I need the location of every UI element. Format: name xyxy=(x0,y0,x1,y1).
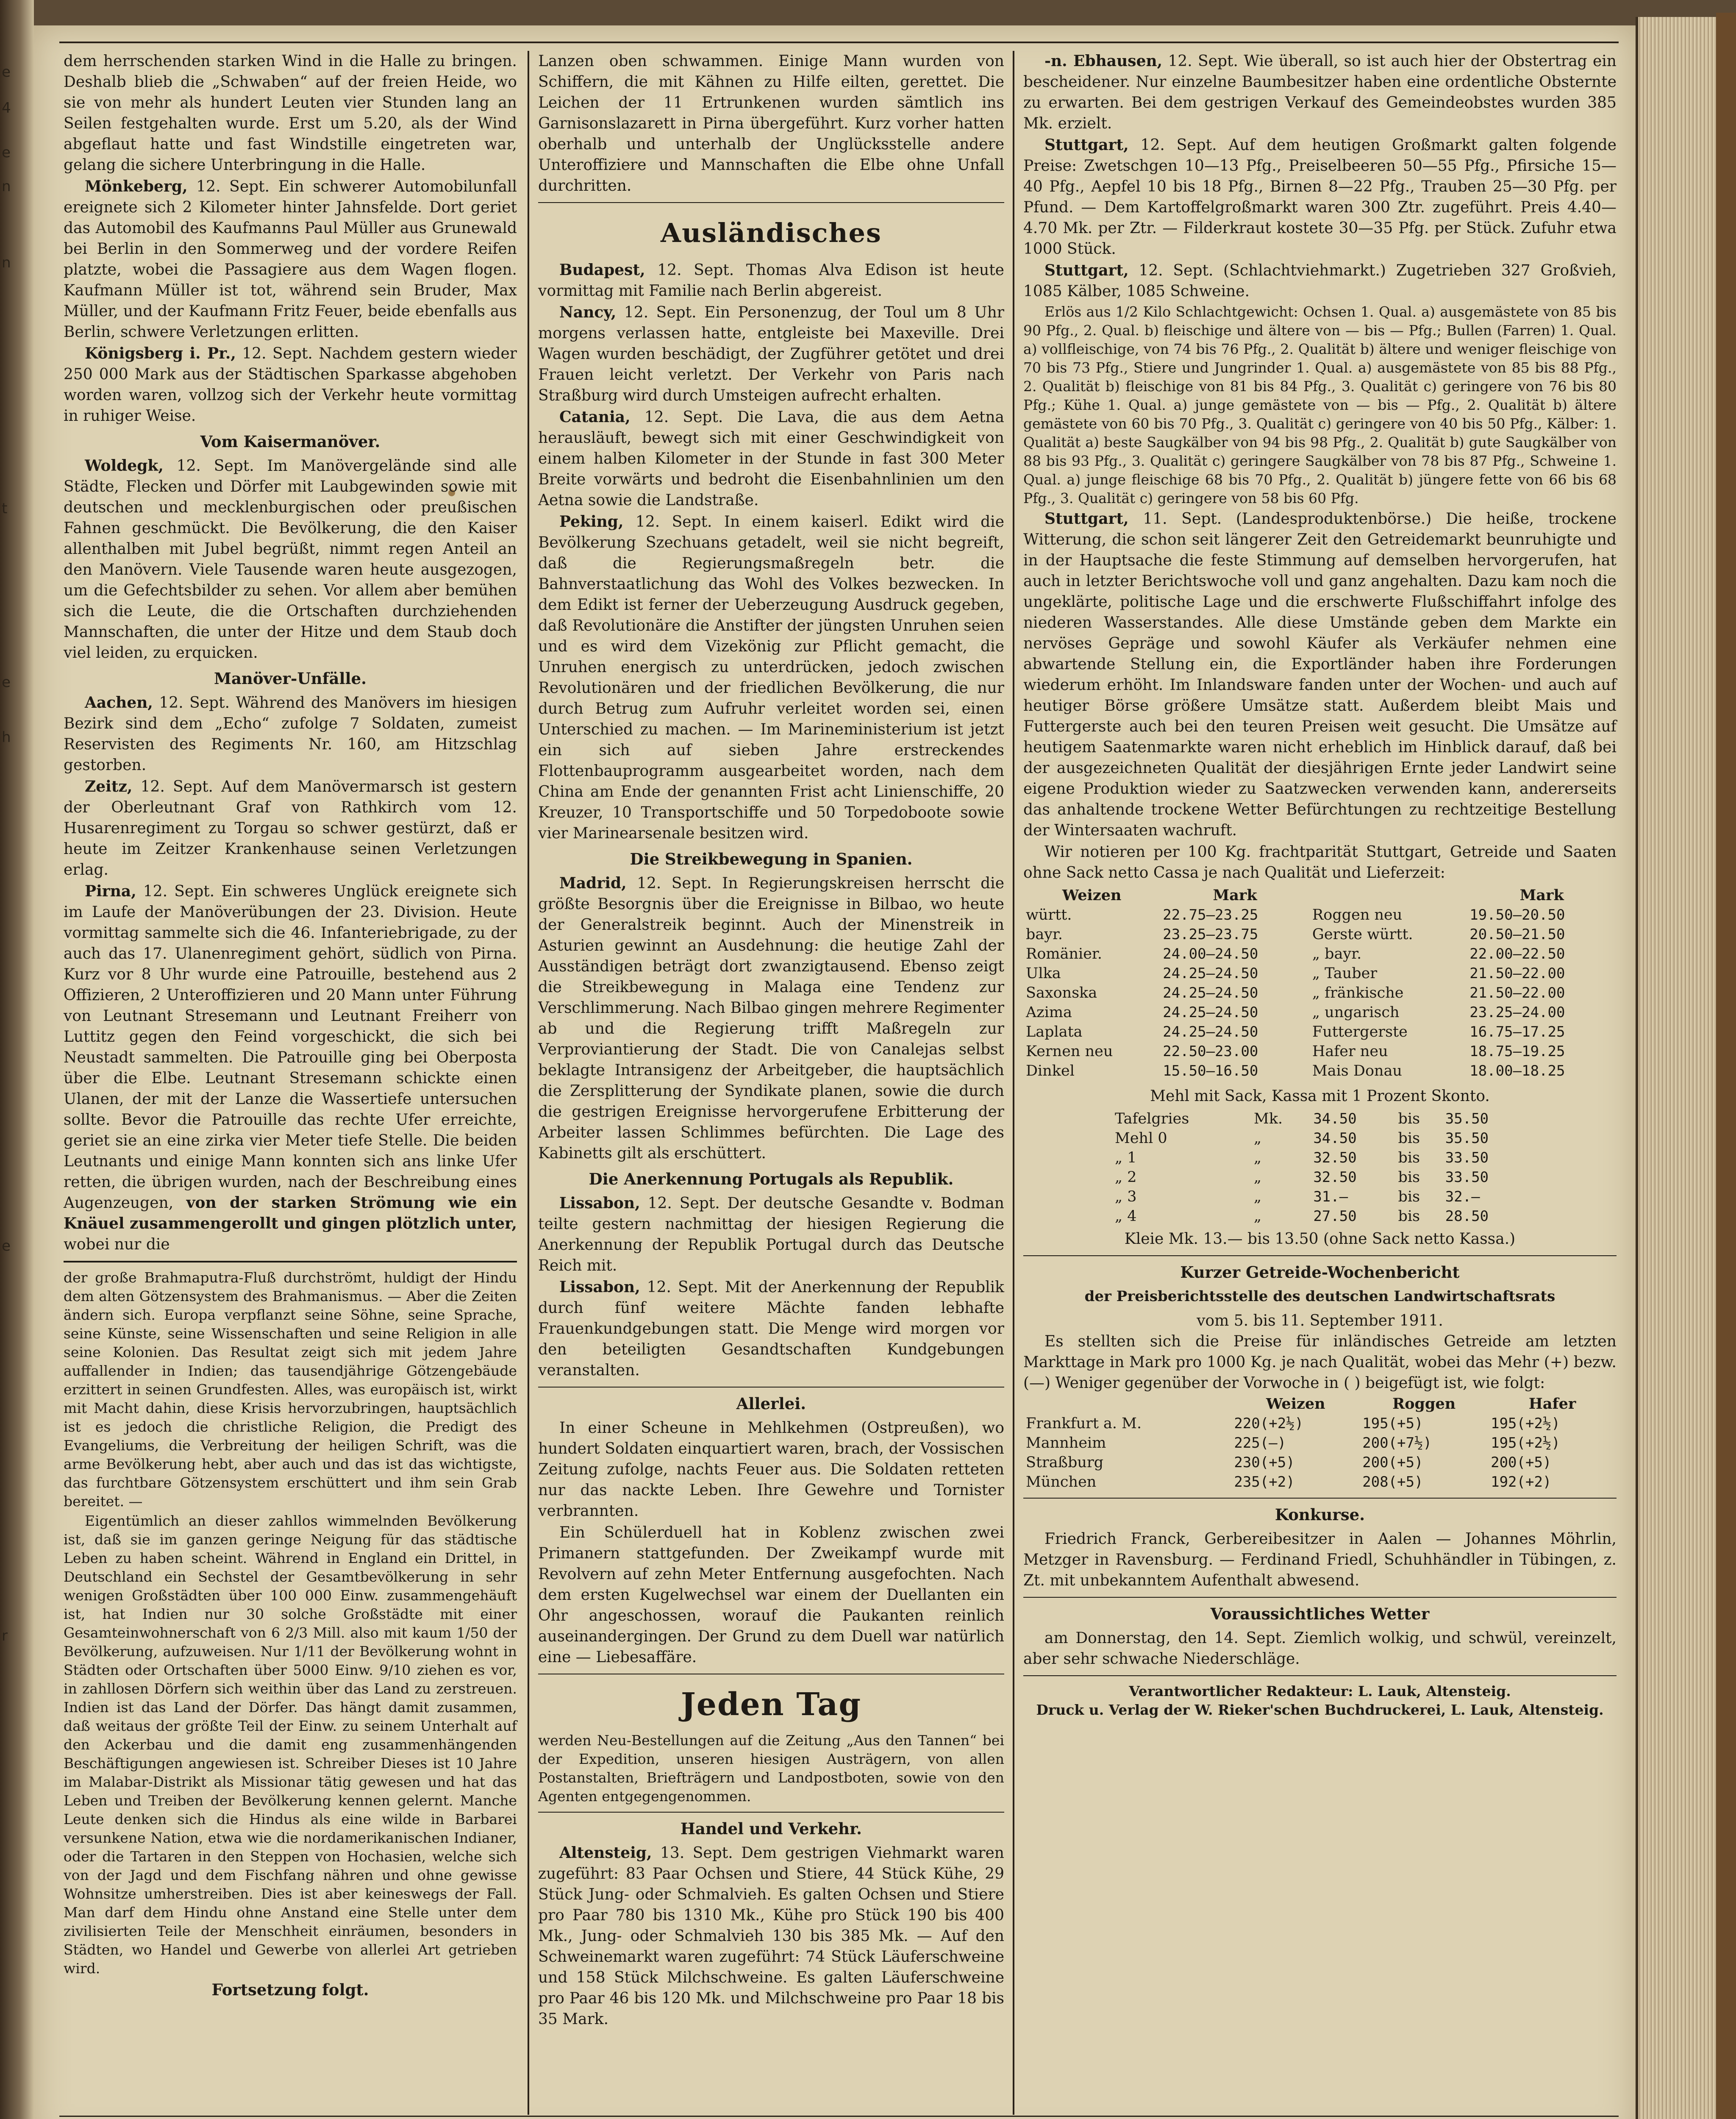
article-text: 12. Sept. Ein schwerer Automobilunfall ereignete sich 2 Kilometer hinter Jahnsfelde. Dort geriet das Automobil des Kaufmanns Paul Müller aus Grunewald bei Berlin in den Sommerweg und der vordere Reifen platzte, wobei die Passagiere aus dem Wagen flogen. Kaufmann Müller ist tot, während sein Bruder, Max Müller, und der Kaufmann Fritz Feuer, beide ebenfalls aus Berlin, schwere Verletzungen erlitten. xyxy=(64,178,517,341)
table-cell: „ xyxy=(1253,1208,1262,1225)
table-cell: 32.— xyxy=(1445,1188,1480,1205)
table-body xyxy=(1023,1414,1617,1492)
table-cell: 24.25—24.50 xyxy=(1163,965,1258,982)
table-cell: 24.00—24.50 xyxy=(1163,945,1258,962)
table-cell: Straßburg xyxy=(1026,1454,1104,1471)
margin-char: e xyxy=(2,1237,11,1254)
table-cell: „ 2 xyxy=(1115,1169,1137,1186)
book-page-edges xyxy=(1636,17,1719,2119)
table-cell: 24.25—24.50 xyxy=(1163,1023,1258,1040)
flour-price-table xyxy=(1112,1109,1528,1226)
dateline: Altensteig, xyxy=(559,1844,652,1862)
table-cell: 230(+5) xyxy=(1234,1454,1295,1471)
article-madrid xyxy=(538,873,1004,1164)
top-rule xyxy=(59,42,1619,43)
section-rule xyxy=(538,202,1004,203)
advert-text: werden Neu-Bestellungen auf die Zeitung „Aus den Tannen“ bei der Expedition, unseren hiesigen Austrägern, von allen Postanstalten, Briefträgern und Landpostboten, sowie von den Agenten entgegengenommen. xyxy=(538,1732,1004,1805)
table-cell: 22.75—23.25 xyxy=(1163,907,1258,923)
table-row xyxy=(1023,1414,1617,1433)
article-woldegk xyxy=(64,456,517,663)
column-divider xyxy=(1013,51,1014,2115)
article-text: 13. Sept. Dem gestrigen Viehmarkt waren zugeführt: 83 Paar Ochsen und Stiere, 44 Stück Kühe, 29 Stück Jung- oder Schmalvieh. Es galten Ochsen und Stiere pro Paar 780 bis 1310 Mk., Kühe pro Stück 190 bis 400 Mk., Jung- oder Schmalvieh 130 bis 385 Mk. — Auf den Schweinemarkt waren zugeführt: 74 Stück Läuferschweine und 158 Stück Milchschweine. Es galten Läuferschweine pro Paar 46 bis 120 Mk. und Milchschweine pro Paar 18 bis 35 Mark. xyxy=(538,1844,1004,2028)
table-row xyxy=(1112,1129,1528,1148)
article-pirna xyxy=(64,881,517,1255)
article-text: 12. Sept. In Regierungskreisen herrscht die größte Besorgnis über die Ereignisse in Bilbao, wo heute der Generalstreik beginnt. Auch der Minenstreik in Asturien gewinnt an Ausdehnung: die heutige Zahl der Ausständigen beträgt dort zwanzigtausend. Ebenso zeigt die Streikbewegung in Malaga eine Tendenz zur Verschlimmerung. Nach Bilbao gingen mehrere Regimenter ab und die Regierung trifft Maßregeln zur Verproviantierung der Stadt. Die von Canalejas selbst beklagte Intransigenz der Arbeitgeber, die hauptsächlich die Zersplitterung der Syndikate planen, sowie die durch die gestrigen Ereignisse hervorgerufene Erbitterung der Arbeiter lassen Schlimmes befürchten. Die Lage des Kabinetts gilt als erschüttert. xyxy=(538,875,1004,1162)
table-header-row xyxy=(1023,886,1617,905)
notieren-text: Wir notieren per 100 Kg. frachtparität Stuttgart, Getreide und Saaten ohne Sack netto Cassa je nach Qualität und Lieferzeit: xyxy=(1023,843,1617,882)
table-header-row xyxy=(1023,1394,1617,1414)
table-cell: 34.50 xyxy=(1313,1110,1357,1127)
section-heading: Handel und Verkehr. xyxy=(680,1819,862,1838)
table-cell: bis xyxy=(1398,1169,1420,1186)
konkurse-text: Friedrich Franck, Gerbereibesitzer in Aalen — Johannes Möhrlin, Metzger in Ravensburg. — Ferdinand Friedl, Schuhhändler in Tübingen, z. Zt. mit unbekanntem Aufenthalt abwesend. xyxy=(1023,1530,1617,1589)
table-cell: bayr. xyxy=(1026,926,1063,943)
margin-char: n xyxy=(2,254,11,271)
table-cell: bis xyxy=(1398,1130,1420,1147)
article-altensteig xyxy=(538,1843,1004,2030)
feuilleton-text: der große Brahmaputra-Fluß durchströmt, huldigt der Hindu dem alten Götzensystem des Brahmanismus. — Aber die Zeiten ändern sich. Europa verpflanzt seine Söhne, seine Sprache, seine Künste, seine Wissenschaften und seine Religion in alle seine Kolonien. Das Resultat zeigt sich mit jedem Jahre auffallender in Indien; das tausendjährige Götzengebäude erzittert in seinen Grundfesten. Alles, was europäisch ist, wirkt mit Macht dahin, diese Krisis hervorzubringen, hauptsächlich ist es jedoch die christliche Religion, die Predigt des Evangeliums, die Verbreitung der heiligen Schrift, was die arme Bevölkerung hebt, aber auch und das ist das wichtigste, das furchtbare Götzensystem erschüttert und ihm sein Grab bereitet. — xyxy=(64,1269,517,1510)
table-row xyxy=(1112,1168,1528,1187)
article-lissabon xyxy=(538,1277,1004,1381)
table-row xyxy=(1023,964,1617,983)
book-cover-edge xyxy=(1716,13,1736,2119)
table-cell: 32.50 xyxy=(1313,1169,1357,1186)
table-cell: Tafelgries xyxy=(1115,1110,1189,1127)
margin-char: e xyxy=(2,64,11,81)
table-cell: 22.50—23.00 xyxy=(1163,1043,1258,1060)
table-cell: „ Tauber xyxy=(1312,965,1378,982)
table-body xyxy=(1112,1109,1528,1226)
dateline: Budapest, xyxy=(559,261,645,279)
table-cell: Mannheim xyxy=(1026,1435,1106,1452)
section-heading: Voraussichtliches Wetter xyxy=(1210,1605,1430,1623)
article-nancy xyxy=(538,302,1004,406)
table-cell: „ ungarisch xyxy=(1312,1004,1400,1021)
margin-char: h xyxy=(2,729,11,746)
table-cell: 18.00—18.25 xyxy=(1469,1062,1565,1079)
left-binding-edge xyxy=(0,0,34,2119)
article-peking xyxy=(538,512,1004,844)
table-cell: bis xyxy=(1398,1208,1420,1225)
table-header xyxy=(1310,886,1467,905)
table-cell: 195(+2½) xyxy=(1491,1435,1560,1452)
table-cell: 24.25—24.50 xyxy=(1163,1004,1258,1021)
margin-char: n xyxy=(2,178,11,195)
article-text: 12. Sept. Im Manövergelände sind alle Städte, Flecken und Dörfer mit Laubgewinden sowie mit deutschen und mecklenburgischen oder preußischen Fahnen geschmückt. Die Bevölkerung, die den Kaiser allenthalben mit Jubel begrüßt, nimmt regen Anteil an den Manövern. Viele Tausende waren heute ausgezogen, um die Gefechtsbilder zu sehen. Vor allem aber bemühen sich die Leute, die die Ortschaften durchziehenden Mannschaften, die unter der Hitze und dem Staub doch viel leiden, zu erquicken. xyxy=(64,457,517,662)
table-header: Roggen xyxy=(1392,1395,1456,1413)
section-heading-auslaendisches: Ausländisches xyxy=(661,217,882,248)
article-koenigsberg xyxy=(64,343,517,426)
table-cell: bis xyxy=(1398,1188,1420,1205)
table-row xyxy=(1023,1003,1617,1022)
section-rule xyxy=(1023,1255,1617,1256)
table-cell: bis xyxy=(1398,1149,1420,1166)
margin-char: e xyxy=(2,144,11,161)
dateline: Lissabon, xyxy=(559,1194,640,1212)
table-header: Weizen xyxy=(1266,1395,1325,1413)
table-row xyxy=(1023,983,1617,1003)
section-rule xyxy=(538,1387,1004,1388)
table-row xyxy=(1023,1042,1617,1061)
section-rule xyxy=(1023,1597,1617,1598)
dateline: Pirna, xyxy=(85,882,136,900)
kleie-price: Kleie Mk. 13.— bis 13.50 (ohne Sack netto Kassa.) xyxy=(1124,1230,1516,1248)
section-heading: Konkurse. xyxy=(1275,1505,1365,1524)
article-text: 12. Sept. Auf dem Manövermarsch ist gestern der Oberleutnant Graf von Rathkirch vom 12. Husarenregiment zu Torgau so schwer gestürzt, daß er heute im Zeitzer Krankenhause seinen Verletzungen erlag. xyxy=(64,778,517,879)
section-heading: Allerlei. xyxy=(736,1394,806,1413)
article-zeitz xyxy=(64,776,517,880)
table-cell: Saxonska xyxy=(1026,984,1097,1001)
table-header: Hafer xyxy=(1528,1395,1576,1413)
table-header xyxy=(1023,1394,1231,1414)
table-header: Mark xyxy=(1213,887,1257,904)
article-budapest xyxy=(538,260,1004,301)
dateline: Peking, xyxy=(559,513,624,531)
table-cell: 192(+2) xyxy=(1491,1474,1552,1491)
article-text: 11. Sept. (Landesproduktenbörse.) Die heiße, trockene Witterung, die schon seit längerer Zeit den Getreidemarkt beunruhigte und in der Hauptsache die feste Stimmung auf demselben hervorgerufen, hat auch in letzter Berichtswoche voll und ganz angehalten. Dazu kam noch die ungeklärte, politische Lage und die erschwerte Flußschiffahrt infolge des niederen Wasserstandes. Alle diese Umstände geben dem Markte ein nervöses Gepräge und sowohl Käufer als Verkäufer nehmen eine abwartende Stellung ein, die Exportländer haben ihre Forderungen wiederum erhöht. Im Inlandsware fanden unter der Wochen- und auch auf heutiger Börse größere Umsätze statt. Außerdem bleibt Mais und Futtergerste auch bei den teuren Preisen weit gesucht. Die Umsätze auf heutigem Saatenmarkte waren nicht erheblich im Hinblick darauf, daß bei der ausgezeichneten Qualität der diesjährigen Ernte jeder Landwirt seine eigene Produktion wieder zu Saatzwecken verwenden kann, andererseits das anhaltende trockene Wetter Befürchtungen zu rechtzeitige Bestellung der Wintersaaten wachruft. xyxy=(1023,510,1617,839)
section-rule xyxy=(1023,1498,1617,1499)
table-cell: 35.50 xyxy=(1445,1110,1489,1127)
table-cell: Kernen neu xyxy=(1026,1043,1113,1060)
table-cell: 20.50—21.50 xyxy=(1469,926,1565,943)
article-text: 12. Sept. Ein Personenzug, der Toul um 8 Uhr morgens verlassen hatte, entgleiste bei Maxeville. Drei Wagen wurden beschädigt, der Zugführer getötet und drei Frauen leicht verletzt. Der Verkehr von Paris nach Straßburg wird durch Umsteigen aufrecht erhalten. xyxy=(538,304,1004,404)
table-row xyxy=(1023,1433,1617,1453)
table-cell: 208(+5) xyxy=(1362,1474,1423,1491)
dateline: Stuttgart, xyxy=(1044,136,1129,154)
article-stuttgart-boerse xyxy=(1023,509,1617,841)
table-body xyxy=(1023,905,1617,1081)
table-cell: 200(+7½) xyxy=(1362,1435,1432,1452)
table-cell: 31.— xyxy=(1313,1188,1348,1205)
table-cell: „ xyxy=(1253,1149,1262,1166)
table-cell: Hafer neu xyxy=(1312,1043,1388,1060)
table-row xyxy=(1112,1109,1528,1129)
table-cell: 22.00—22.50 xyxy=(1469,945,1565,962)
section-rule xyxy=(1023,1675,1617,1676)
dateline: Zeitz, xyxy=(85,778,133,795)
table-cell: 21.50—22.00 xyxy=(1469,984,1565,1001)
table-cell: bis xyxy=(1398,1110,1420,1127)
dateline: -n. Ebhausen, xyxy=(1044,52,1163,70)
table-row xyxy=(1112,1187,1528,1207)
table-header: Mark xyxy=(1519,887,1564,904)
table-cell: 32.50 xyxy=(1313,1149,1357,1166)
advert-heading: Jeden Tag xyxy=(681,1686,862,1723)
margin-char: e xyxy=(2,674,11,691)
margin-char: t xyxy=(2,500,8,517)
article-text: 12. Sept. Wie überall, so ist auch hier der Obstertrag ein bescheidener. Nur einzelne Baumbesitzer haben eine ordentliche Obsternte zu erwarten. Bei dem gestrigen Verkauf des Gemeindeobstes wurden 385 Mk. erzielt. xyxy=(1023,53,1617,132)
table-cell: 200(+5) xyxy=(1362,1454,1423,1471)
dateline: Aachen, xyxy=(85,694,153,712)
dateline: Nancy, xyxy=(559,303,617,321)
section-heading: Manöver-Unfälle. xyxy=(214,669,367,688)
article-text: 12. Sept. Nachdem gestern wieder 250 000 Mark aus der Städtischen Sparkasse abgehoben worden waren, vollzog sich der Verkehr heute vormittag in ruhiger Weise. xyxy=(64,345,517,425)
table-cell: 235(+2) xyxy=(1234,1474,1295,1491)
section-heading: Die Streikbewegung in Spanien. xyxy=(630,850,913,868)
allerlei-item: In einer Scheune in Mehlkehmen (Ostpreußen), wo hundert Soldaten einquartiert waren, brach, der Vossischen Zeitung zufolge, nachts Feuer aus. Die Soldaten retteten nur das nackte Leben. Ihre Gewehre und Tornister verbrannten. xyxy=(538,1419,1004,1520)
table-cell: „ fränkische xyxy=(1312,984,1404,1001)
table-cell: 19.50—20.50 xyxy=(1469,907,1565,923)
table-cell: Gerste württ. xyxy=(1312,926,1413,943)
section-rule xyxy=(538,1812,1004,1813)
dateline: Königsberg i. Pr., xyxy=(85,345,236,362)
table-cell: 24.25—24.50 xyxy=(1163,984,1258,1001)
table-cell: „ 1 xyxy=(1115,1149,1137,1166)
section-rule xyxy=(64,1261,517,1263)
article-moenkeberg xyxy=(64,176,517,342)
table-row xyxy=(1023,1472,1617,1492)
table-cell: Futtergerste xyxy=(1312,1023,1408,1040)
table-cell: „ xyxy=(1253,1169,1262,1186)
table-cell: 220(+2½) xyxy=(1234,1415,1304,1432)
table-cell: 23.25—24.00 xyxy=(1469,1004,1565,1021)
table-cell: 35.50 xyxy=(1445,1130,1489,1147)
column-1 xyxy=(64,51,517,2004)
article-continuation: Lanzen oben schwammen. Einige Mann wurden von Schiffern, die mit Kähnen zu Hilfe eilten, gerettet. Die Leichen der 11 Ertrunkenen wurden sämtlich ins Garnisonslazarett in Pirna übergeführt. Kurz vorher hatten oberhalb und unterhalb der Unglücksstelle andere Unteroffiziere und Mannschaften die Elbe ohne Unfall durchritten. xyxy=(538,53,1004,195)
article-text: 12. Sept. In einem kaiserl. Edikt wird die Bevölkerung Szechuans getadelt, weil sie nicht begreift, daß die Regierungsmaßregeln betr. die Bahnverstaatlichung das Wohl des Volkes bezwecken. In dem Edikt ist ferner der Ueberzeugung Ausdruck gegeben, daß Revolutionäre die Anstifter der jüngsten Unruhen seien und es wird dem Vizekönig zur Pflicht gemacht, die Unruhen energisch zu unterdrücken, jedoch zwischen Revolutionären und der friedlichen Bevölkerung, die nur durch Betrug zum Aufruhr verleitet worden sei, einen Unterschied zu machen. — Im Marineministerium ist jetzt ein sich auf sieben Jahre erstreckendes Flottenbauprogramm ausgearbeitet worden, nach dem China am Ende der genannten Frist acht Linienschiffe, 20 Kreuzer, 10 Transportschiffe und 50 Torpedoboote sowie vier Marinearsenale besitzen wird. xyxy=(538,513,1004,842)
section-subheading: der Preisberichtsstelle des deutschen Landwirtschaftsrats xyxy=(1084,1288,1555,1305)
editor-credit: Verantwortlicher Redakteur: L. Lauk, Altensteig. xyxy=(1129,1683,1511,1699)
dateline: Catania, xyxy=(559,408,631,426)
table-cell: Laplata xyxy=(1026,1023,1083,1040)
table-cell: 195(+2½) xyxy=(1491,1415,1560,1432)
price-list-text: Erlös aus 1/2 Kilo Schlachtgewicht: Ochsen 1. Qual. a) ausgemästete von 85 bis 90 Pfg., 2. Qual. b) fleischige und ältere von — bis — Pfg.; Bullen (Farren) 1. Qual. a) vollfleischige, von 74 bis 76 Pfg., 2. Qualität b) ältere und weniger fleischige von 70 bis 73 Pfg., Stiere und Jungrinder 1. Qual. a) ausgemästete von 85 bis 88 Pfg., 2. Qualität b) fleischige von 81 bis 84 Pfg., 3. Qualität c) geringere von 76 bis 80 Pfg.; Kühe 1. Qual. a) junge gemästete von — bis — Pfg., 2. Qualität b) ältere gemästete von 60 bis 70 Pfg., 3. Qualität c) geringere von 40 bis 50 Pfg., Kälber: 1. Qualität a) beste Saugkälber von 94 bis 98 Pfg., 2. Qualität b) gute Saugkälber von 88 bis 93 Pfg., 3. Qualität c) geringere Saugkälber von 78 bis 87 Pfg., Schweine 1. Qual. a) junge fleischige 68 bis 70 Pfg., 2. Qualität b) jüngere fette von 66 bis 68 Pfg., 3. Qualität c) geringere von 58 bis 60 Pfg. xyxy=(1023,303,1617,506)
table-cell: Mehl 0 xyxy=(1115,1130,1167,1147)
article-text: 12. Sept. Mit der Anerkennung der Republik durch fünf weitere Mächte fanden lebhafte Frauenkundgebungen statt. Die Menge wird morgen vor den beteiligten Gesandtschaften Kundgebungen veranstalten. xyxy=(538,1279,1004,1379)
table-row xyxy=(1023,1022,1617,1042)
article-text: 12. Sept. Der deutsche Gesandte v. Bodman teilte gestern nachmittag der hiesigen Regierung die Anerkennung der Republik Portugal durch das Deutsche Reich mit. xyxy=(538,1195,1004,1274)
dateline: Madrid, xyxy=(559,874,627,892)
dateline: Stuttgart, xyxy=(1044,261,1129,279)
table-cell: 27.50 xyxy=(1313,1208,1357,1225)
grain-price-table xyxy=(1023,886,1617,1081)
table-cell: 23.25—23.75 xyxy=(1163,926,1258,943)
article-text: 12. Sept. Auf dem heutigen Großmarkt galten folgende Preise: Zwetschgen 10—13 Pfg., Preiselbeeren 50—55 Pfg., Pfirsiche 15—40 Pfg., Aepfel 10 bis 18 Pfg., Birnen 8—22 Pfg., Trauben 25—30 Pfg. per Pfund. — Dem Kartoffelgroßmarkt waren 300 Ztr. zugeführt. Preis 4.40—4.70 Mk. per Ztr. — Filderkraut kostete 30—35 Pfg. per Stück. Zufuhr etwa 1000 Stück. xyxy=(1023,136,1617,258)
report-date: vom 5. bis 11. September 1911. xyxy=(1197,1312,1443,1329)
table-row xyxy=(1112,1148,1528,1168)
table-cell: Azima xyxy=(1026,1004,1072,1021)
table-row xyxy=(1023,944,1617,964)
table-header: Weizen xyxy=(1062,887,1122,904)
report-intro: Es stellten sich die Preise für inländisches Getreide am letzten Markttage in Mark pro 1000 Kg. je nach Qualität, wobei das Mehr (+) bezw. (—) Weniger gegenüber der Vorwoche in ( ) beigefügt ist, wie folgt: xyxy=(1023,1333,1617,1392)
bottom-rule xyxy=(59,2116,1619,2117)
table-cell: Dinkel xyxy=(1026,1062,1075,1079)
dateline: Lissabon, xyxy=(559,1278,640,1296)
margin-char: r xyxy=(2,1627,8,1644)
table-row xyxy=(1023,925,1617,944)
table-cell: „ xyxy=(1253,1188,1262,1205)
feuilleton-text: Eigentümlich an dieser zahllos wimmelnden Bevölkerung ist, daß sie im ganzen geringe Neigung für das städtische Leben zu haben scheint. Während in England ein Drittel, in Deutschland ein Sechstel der Gesamtbevölkerung in sehr wenigen Großstädten über 100 000 Einw. zusammengehäuft ist, hat Indien nur 30 solche Großstädte mit einer Gesamteinwohnerschaft von 6 2/3 Mill. also mit kaum 1/50 der Bevölkerung, aufzuweisen. Nur 1/11 der Bevölkerung wohnt in Städten oder Ortschaften über 5000 Einw. 9/10 ziehen es vor, in zahllosen Dörfern sich weithin über das Land zu zerstreuen. Indien ist das Land der Dörfer. Das hängt damit zusammen, daß weitaus der größte Teil der Einw. zu seinem Unterhalt auf den Ackerbau und die damit eng zusammenhängenden Beschäftigungen angewiesen ist. Schreiber Dieses ist 10 Jahre im Malabar-Distrikt als Missionar tätig gewesen und hat das Leben und Treiben der Bevölkerung kennen gelernt. Manche Leute denken sich die Hindus als eine wilde in Barbarei versunkene Nation, etwa wie die nordamerikanischen Indianer, oder die Tartaren in den Steppen von Hochasien, welche sich von der Jagd und dem Fischfang nähren und ohne gewisse Wohnsitze umherstreiben. Dies ist aber keineswegs der Fall. Man darf dem Hindu ohne Anstand eine Stelle unter dem zivilisierten Teile der Menschheit einräumen, besonders in Städten, wo Handel und Gewerbe von allerlei Art getrieben wird. xyxy=(64,1513,517,1977)
weather-text: am Donnerstag, den 14. Sept. Ziemlich wolkig, und schwül, vereinzelt, aber sehr schwache Niederschläge. xyxy=(1023,1630,1617,1668)
table-row xyxy=(1023,1061,1617,1081)
article-ebhausen xyxy=(1023,51,1617,134)
section-heading: Die Anerkennung Portugals als Republik. xyxy=(589,1170,954,1188)
allerlei-item: Ein Schülerduell hat in Koblenz zwischen zwei Primanern stattgefunden. Der Zweikampf wurde mit Revolvern auf zehn Meter Entfernung ausgefochten. Nach dem ersten Kugelwechsel war einem der Duellanten ein Ohr angeschossen, worauf die Paukanten reinlich auseinandergingen. Der Grund zu dem Duell war natürlich eine — Liebesaffäre. xyxy=(538,1524,1004,1666)
table-cell: 34.50 xyxy=(1313,1130,1357,1147)
article-text: 12. Sept. Während des Manövers im hiesigen Bezirk sind dem „Echo“ zufolge 7 Soldaten, zumeist Reservisten des Regiments Nr. 160, am Hitzschlag gestorben. xyxy=(64,694,517,774)
table-row xyxy=(1023,1453,1617,1472)
table-cell: 21.50—22.00 xyxy=(1469,965,1565,982)
section-heading: Kurzer Getreide-Wochenbericht xyxy=(1180,1263,1460,1282)
article-text: 12. Sept. Ein schweres Unglück ereignete sich im Laufe der Manöverübungen der 23. Division. Heute vormittag sammelte sich die 46. Infanteriebrigade, zu der auch das 17. Ulanenregiment gehört, südlich von Pirna. Kurz vor 8 Uhr wurde eine Patrouille, bestehend aus 2 Offizieren, 2 Unteroffizieren und 20 Mann unter Führung von Leutnant Stresemann und Leutnant Freiherr von Luttitz gegen den Feind vorgeschickt, die sich bei Neustadt sammelten. Die Patrouille ging bei Oberposta über die Elbe. Leutnant Stresemann schickte einen Ulanen, der mit der Lanze die Wassertiefe untersuchen sollte. Bevor die Patrouille das rechte Ufer erreichte, geriet sie an eine zirka vier Meter tiefe Stelle. Die beiden Leutnants und einige Mann konnten sich ans linke Ufer retten, die übrigen wurden, nach der Beschreibung eines Augenzeugen, xyxy=(64,883,517,1212)
dateline: Woldegk, xyxy=(85,457,164,475)
article-stuttgart-grossmarkt xyxy=(1023,135,1617,259)
column-2 xyxy=(538,51,1004,2030)
table-cell: Romänier. xyxy=(1026,945,1102,962)
table-cell: Ulka xyxy=(1026,965,1061,982)
table-cell: 225(—) xyxy=(1234,1435,1286,1452)
article-lissabon xyxy=(538,1193,1004,1276)
article-aachen xyxy=(64,692,517,776)
table-cell: 195(+5) xyxy=(1362,1415,1423,1432)
table-cell: 18.75—19.25 xyxy=(1469,1043,1565,1060)
article-text: 12. Sept. (Schlachtviehmarkt.) Zugetrieben 327 Großvieh, 1085 Kälber, 1085 Schweine. xyxy=(1023,262,1617,300)
table-cell: Mk. xyxy=(1253,1110,1283,1127)
margin-char: 4 xyxy=(2,100,11,117)
article-text: 12. Sept. Thomas Alva Edison ist heute vormittag mit Familie nach Berlin abgereist. xyxy=(538,261,1004,300)
table-cell: 33.50 xyxy=(1445,1149,1489,1166)
table-row xyxy=(1023,905,1617,925)
column-divider xyxy=(528,51,529,2115)
emphasis-text: von der starken Strömung wie ein Knäuel zusammengerollt und gingen plötzlich unter, xyxy=(64,1194,517,1232)
continuation-note: Fortsetzung folgt. xyxy=(211,1980,369,1999)
table-cell: 200(+5) xyxy=(1491,1454,1552,1471)
weekly-grain-table xyxy=(1023,1394,1617,1492)
article-continuation: dem herrschenden starken Wind in die Halle zu bringen. Deshalb blieb die „Schwaben“ auf der freien Heide, wo sie von mehr als hundert Leuten vier Stunden lang an Seilen festgehalten wurde. Erst um 5.20, als der Wind abgeflaut hatte und fast Windstille eingetreten war, gelang die sichere Unterbringung in die Halle. xyxy=(64,53,517,174)
table-cell: Roggen neu xyxy=(1312,907,1403,923)
table-cell: 15.50—16.50 xyxy=(1163,1062,1258,1079)
article-catania xyxy=(538,407,1004,511)
dateline: Stuttgart, xyxy=(1044,510,1129,528)
table-cell: württ. xyxy=(1026,907,1072,923)
article-text: wobei nur die xyxy=(64,1236,170,1253)
article-text: 12. Sept. Die Lava, die aus dem Aetna herausläuft, bewegt sich mit einer Geschwindigkeit von einem halben Kilometer in der Stunde in fast 300 Meter Breite vorwärts und bedroht die Eisenbahnlinien um den Aetna sowie die Landstraße. xyxy=(538,409,1004,509)
table-cell: 33.50 xyxy=(1445,1169,1489,1186)
table-cell: Mais Donau xyxy=(1312,1062,1402,1079)
table-row xyxy=(1112,1207,1528,1226)
dateline: Mönkeberg, xyxy=(85,178,188,195)
article-stuttgart-schlachtvieh xyxy=(1023,260,1617,302)
publisher-credit: Druck u. Verlag der W. Rieker'schen Buchdruckerei, L. Lauk, Altensteig. xyxy=(1036,1702,1604,1718)
mehl-intro: Mehl mit Sack, Kassa mit 1 Prozent Skonto. xyxy=(1150,1087,1490,1105)
table-cell: Frankfurt a. M. xyxy=(1026,1415,1142,1432)
table-cell: „ bayr. xyxy=(1312,945,1362,962)
table-cell: München xyxy=(1026,1474,1097,1491)
table-cell: „ xyxy=(1253,1130,1262,1147)
column-3 xyxy=(1023,51,1617,1719)
table-cell: „ 3 xyxy=(1115,1188,1137,1205)
table-cell: 16.75—17.25 xyxy=(1469,1023,1565,1040)
table-cell: „ 4 xyxy=(1115,1208,1137,1225)
table-cell: 28.50 xyxy=(1445,1208,1489,1225)
section-heading: Vom Kaisermanöver. xyxy=(200,432,381,451)
